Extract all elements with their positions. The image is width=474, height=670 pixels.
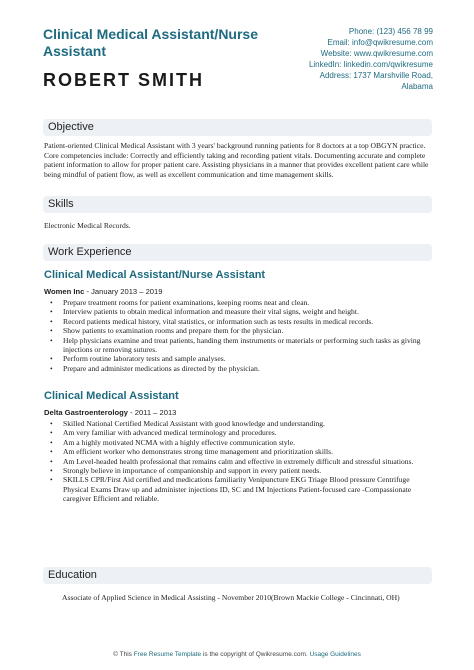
contact-phone: Phone: (123) 456 78 99 (348, 27, 433, 36)
job-title: Clinical Medical Assistant/Nurse Assistant (43, 26, 258, 59)
list-item: • Am very familiar with advanced medical terminology and procedures. (44, 428, 432, 437)
list-item: • Interview patients to obtain medical information and measure their vital signs, weight and height. (44, 307, 432, 316)
objective-heading: Objective (48, 121, 94, 133)
list-item: • Am a highly motivated NCMA with a highly effective communication style. (44, 438, 432, 447)
usage-guidelines-link[interactable]: Usage Guidelines (309, 651, 361, 658)
skills-text: Electronic Medical Records. (44, 221, 131, 230)
objective-text: Patient-oriented Clinical Medical Assistant with 3 years' background running patients for 8 doctors at a top OBGYN practice. Core competencies include: Correctly and efficiently taking and recording patient vitals. Documenting accurate and complete patient information to allow for proper patient care. Assisting physicians in a manner that provides excellent patient care while being mindful of patient flow, as well as excellent communication and time management skills. (44, 141, 429, 179)
list-item: • Perform routine laboratory tests and sample analyses. (44, 354, 432, 363)
job-duties-1 (44, 298, 432, 373)
education-text: Associate of Applied Science in Medical Assisting - November 2010(Brown Mackie College - Cincinnati, OH) (62, 593, 400, 602)
job-duties-2 (44, 419, 432, 504)
education-section-header (43, 567, 432, 584)
list-item: • Show patients to examination rooms and prepare them for the physician. (44, 326, 432, 335)
resume-header (43, 26, 433, 96)
job-company-1 (44, 287, 162, 296)
list-item: • Prepare and administer medications as directed by the physician. (44, 364, 432, 373)
list-item: • Strongly believe in importance of companionship and support in every patient needs. (44, 466, 432, 475)
contact-block (263, 26, 433, 92)
footer-copyright: is the copyright of Qwikresume.com. (201, 651, 310, 658)
list-item: • Am efficient worker who demonstrates strong time management and prioritization skills. (44, 447, 432, 456)
company-name: Women Inc (44, 287, 85, 296)
footer (0, 651, 474, 658)
list-item: • Am Level-headed health professional that remains calm and effective in extremely difficult and stressful situations. (44, 457, 432, 466)
free-template-link[interactable]: Free Resume Template (133, 651, 202, 658)
skills-section-header (43, 196, 432, 213)
contact-website[interactable]: Website: www.qwikresume.com (320, 49, 433, 58)
list-item: • Prepare treatment rooms for patient examinations, keeping rooms neat and clean. (44, 298, 432, 307)
list-item: • Help physicians examine and treat patients, handing them instruments or materials or performing such tasks as giving injections or removing sutures. (44, 336, 432, 355)
list-item: • SKILLS CPR/First Aid certified and medications familiarity Venipuncture EKG Triage Blood pressure Centrifuge Physical Exams Draw up and administer injections ID, SC and IM Injections Patient-focused care -Compassionate caregiver Efficient and reliable. (44, 475, 432, 503)
list-item: • Record patients medical history, vital statistics, or information such as tests results in medical records. (44, 317, 432, 326)
experience-section-header (43, 244, 432, 261)
job-company-2 (44, 408, 176, 417)
candidate-name: ROBERT SMITH (43, 70, 204, 90)
contact-address: Address: 1737 Marshville Road, (319, 71, 433, 80)
contact-linkedin[interactable]: LinkedIn: linkedin.com/qwikresume (308, 60, 433, 69)
job-title-1: Clinical Medical Assistant/Nurse Assistant (44, 269, 266, 281)
job-dates: - 2011 – 2013 (127, 408, 177, 417)
company-name: Delta Gastroenterology (44, 408, 128, 417)
footer-prefix: © This (113, 651, 134, 658)
education-heading: Education (48, 569, 97, 581)
skills-heading: Skills (48, 198, 74, 210)
contact-email[interactable]: Email: info@qwikresume.com (327, 38, 433, 47)
contact-address-state: Alabama (401, 82, 433, 91)
job-dates: - January 2013 – 2019 (84, 287, 163, 296)
objective-section-header (43, 119, 432, 136)
job-title-2: Clinical Medical Assistant (44, 390, 179, 402)
experience-heading: Work Experience (48, 246, 132, 258)
list-item: • Skilled National Certified Medical Assistant with good knowledge and understanding. (44, 419, 432, 428)
